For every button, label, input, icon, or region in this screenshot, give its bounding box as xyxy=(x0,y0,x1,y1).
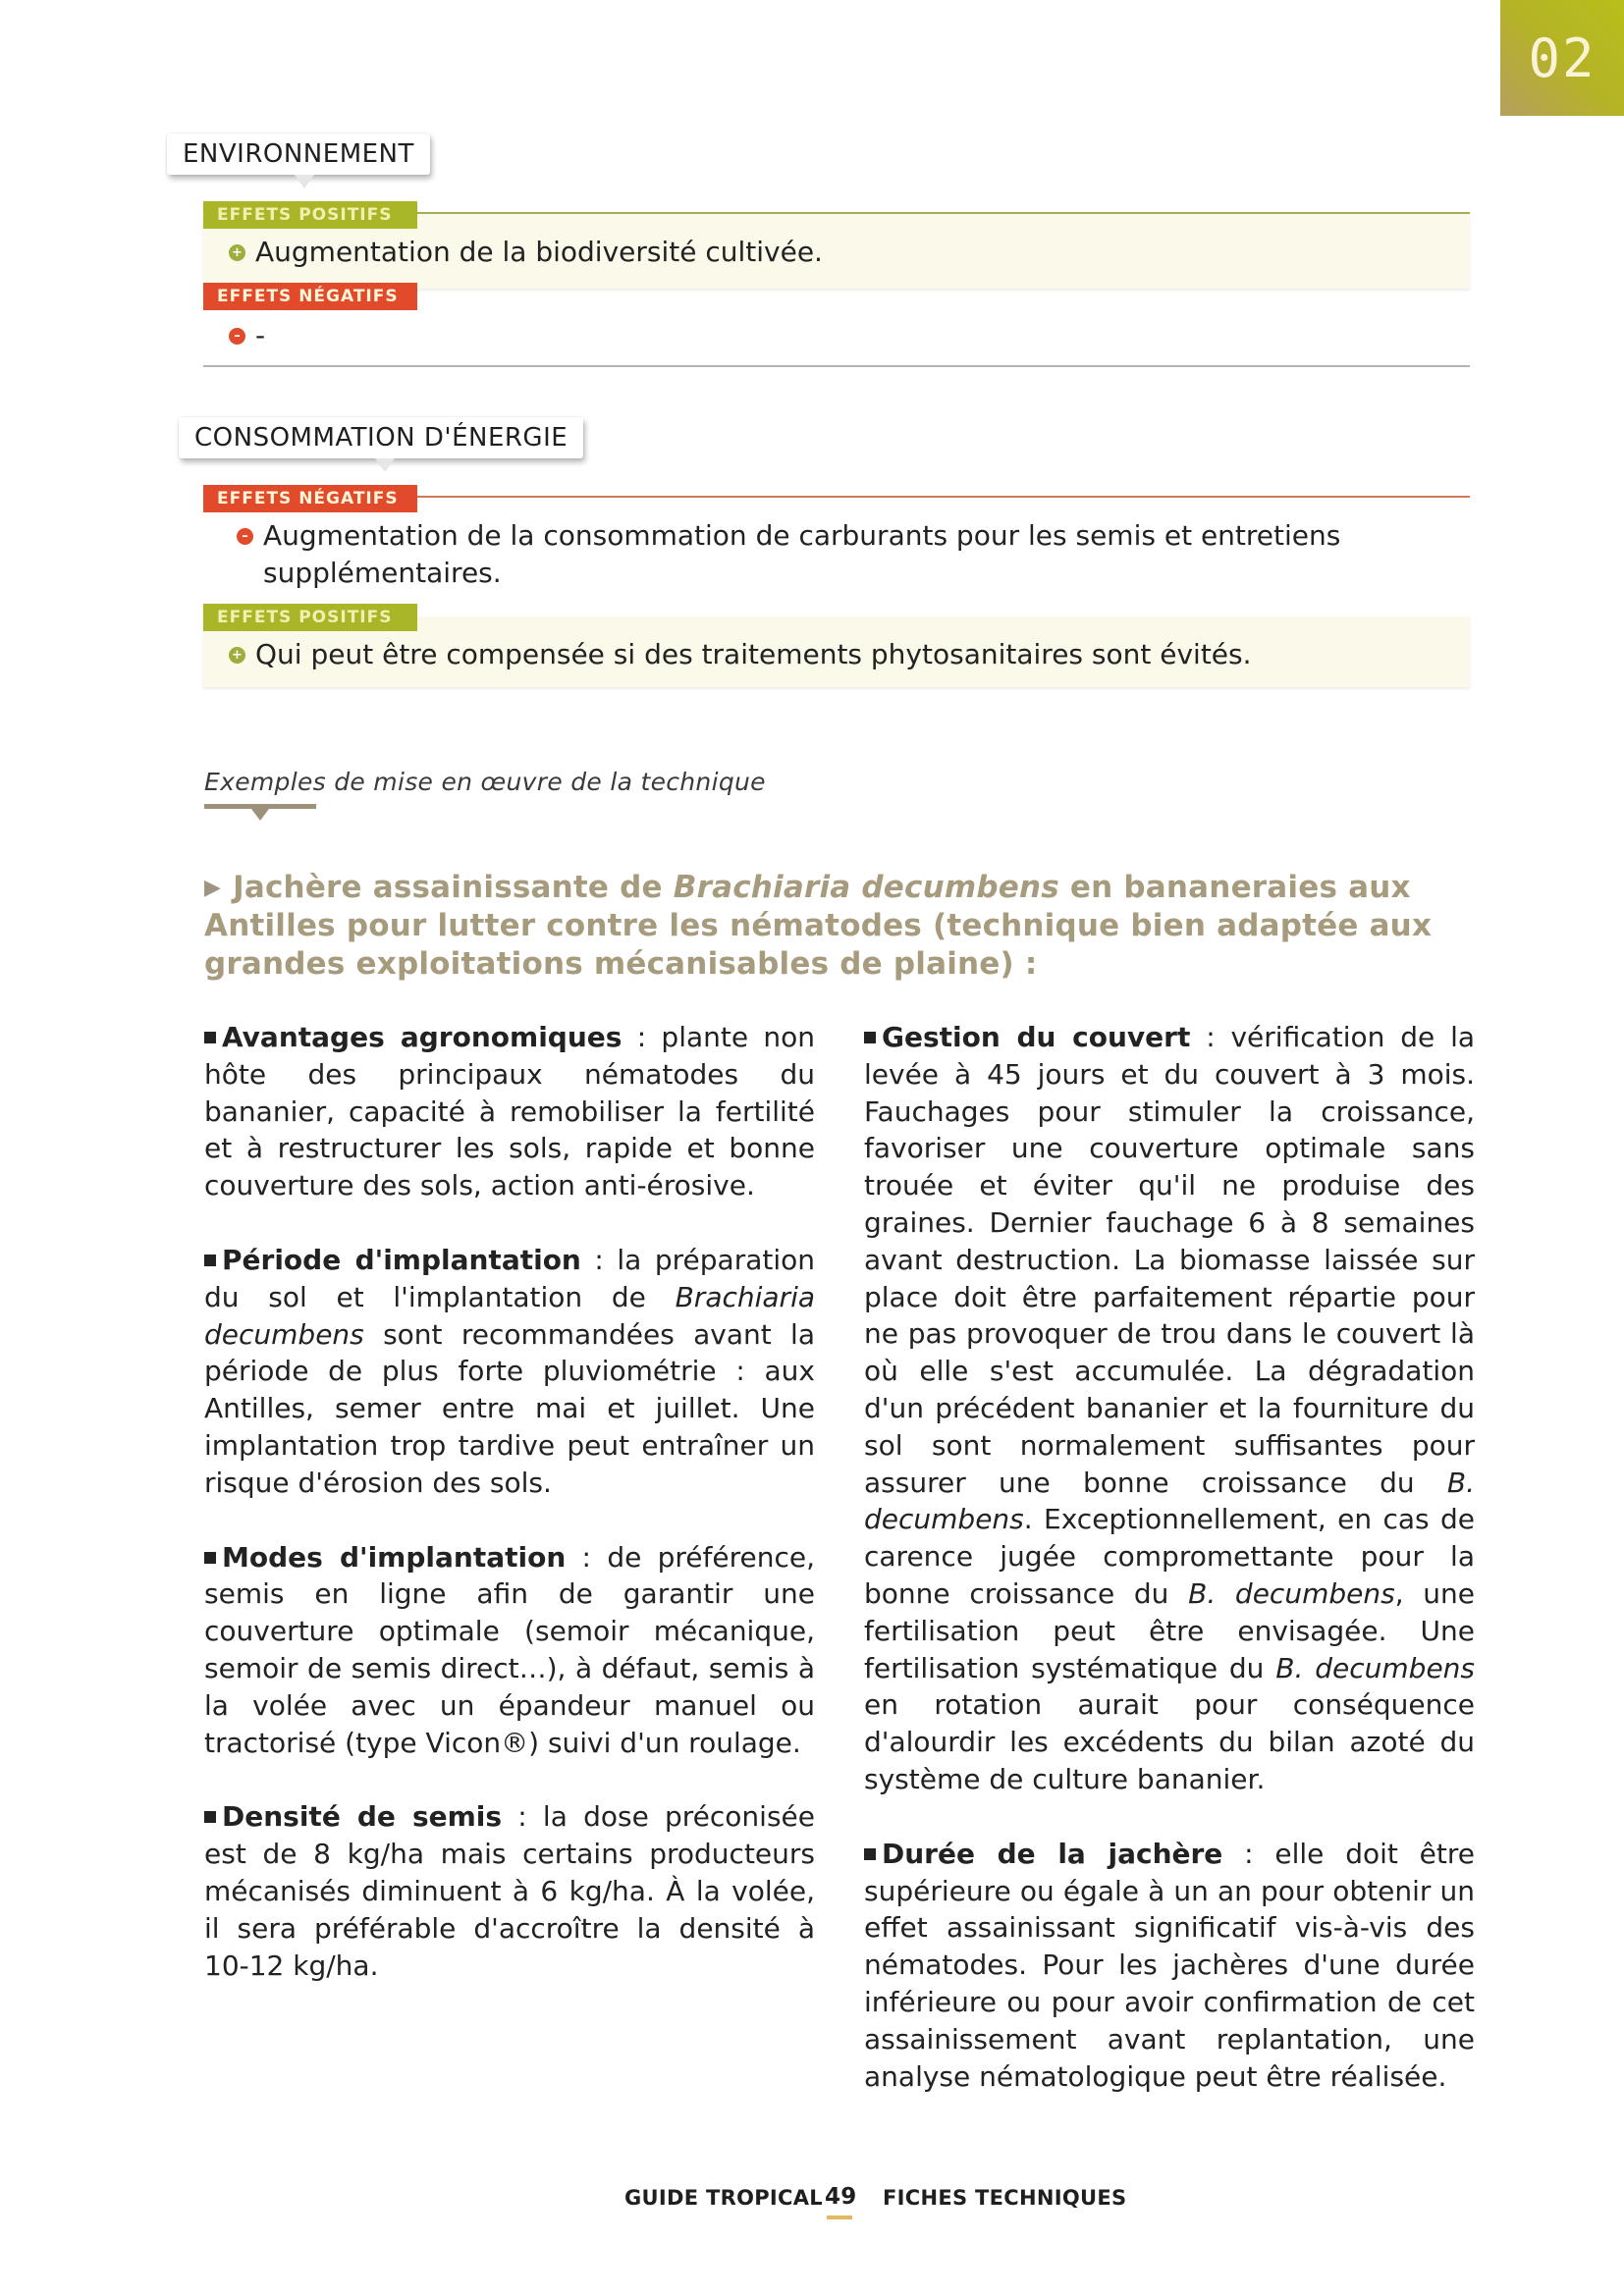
section-title: ENVIRONNEMENT xyxy=(183,139,414,169)
paragraph-text: elle doit être supérieure ou égale à un an pour obtenir un effet assainissant significatif vis-à-vis des nématodes. Pour les jachères d'une durée inférieure ou pour avoir confirmation de cet assainissement avant replantation, une analyse nématologique peut être réalisée. xyxy=(864,1837,1476,2093)
paragraph-heading: Modes d'implantation xyxy=(222,1540,567,1574)
paragraph-text: . Exceptionnellement, en cas de carence jugée compromettante pour la bonne croissance du xyxy=(864,1503,1475,1610)
negative-rule xyxy=(412,496,1470,498)
page-number: 49 xyxy=(825,2184,857,2210)
badge-label: EFFETS NÉGATIFS xyxy=(217,489,399,508)
section-header-environnement xyxy=(167,133,430,175)
paragraph-heading: Gestion du couvert xyxy=(882,1021,1191,1053)
paragraph-text: en rotation aurait pour conséquence d'alourdir les excédents du bilan azoté du système de culture bananier. xyxy=(864,1688,1475,1795)
effect-text: Augmentation de la biodiversité cultivée. xyxy=(255,236,823,268)
right-column xyxy=(864,1019,1475,2132)
paragraph-heading: Durée de la jachère xyxy=(882,1837,1223,1870)
separator: : xyxy=(622,1021,662,1053)
separator: : xyxy=(580,1243,618,1276)
minus-circle-icon: – xyxy=(237,528,253,545)
paragraph-text: plante non hôte des principaux nématodes du bananier, capacité à remobiliser la fertilité et à restructurer les sols, rapide et bonne couverture des sols, action anti-érosive. xyxy=(204,1021,815,1202)
species-name: Brachiaria decumbens xyxy=(204,1280,815,1351)
left-column xyxy=(204,1019,815,2021)
footer-guide-title: GUIDE TROPICAL xyxy=(624,2186,823,2210)
badge-effets-positifs xyxy=(203,604,417,631)
paragraph-text: , une fertilisation peut être envisagée. Une fertilisation systématique du xyxy=(864,1576,1475,1684)
plus-circle-icon: + xyxy=(229,647,245,664)
paragraph-heading: Avantages agronomiques xyxy=(222,1021,623,1053)
badge-effets-negatifs xyxy=(203,283,417,310)
separator: : xyxy=(566,1540,608,1574)
minus-circle-icon: – xyxy=(229,328,245,345)
badge-effets-positifs xyxy=(203,201,417,229)
plus-circle-icon: + xyxy=(229,244,245,261)
square-bullet-icon xyxy=(864,1032,876,1043)
chapter-tab xyxy=(1500,0,1624,116)
down-arrow-icon xyxy=(251,809,269,821)
square-bullet-icon xyxy=(204,1032,216,1043)
paragraph xyxy=(864,1019,1475,1798)
paragraph-text: sont recommandées avant la période de plus forte pluviométrie : aux Antilles, semer entre mai et juillet. Une implantation trop tardive peut entraîner un risque d'érosion des sols. xyxy=(204,1317,815,1499)
badge-label: EFFETS NÉGATIFS xyxy=(217,287,399,306)
section-title: CONSOMMATION D'ÉNERGIE xyxy=(194,423,568,453)
paragraph xyxy=(204,1019,815,1204)
paragraph xyxy=(204,1798,815,1984)
effect-text: Qui peut être compensée si des traitements phytosanitaires sont évités. xyxy=(255,638,1252,670)
paragraph-text: la préparation du sol et l'implantation de xyxy=(204,1243,815,1313)
species-name: B. decumbens xyxy=(864,1466,1475,1536)
paragraph xyxy=(204,1539,815,1762)
paragraph xyxy=(204,1242,815,1502)
effect-item-positive xyxy=(229,234,1456,271)
square-bullet-icon xyxy=(864,1848,876,1860)
lead-text: Jachère assainissante de xyxy=(233,870,674,905)
square-bullet-icon xyxy=(204,1255,216,1266)
species-name: B. decumbens xyxy=(1275,1651,1475,1684)
effect-text: Augmentation de la consommation de carburants pour les semis et entretiens supplémentaires. xyxy=(263,519,1341,589)
paragraph-heading: Densité de semis xyxy=(222,1800,503,1834)
badge-label: EFFETS POSITIFS xyxy=(217,608,393,627)
effect-text: - xyxy=(255,319,266,351)
chapter-number: 02 xyxy=(1528,27,1597,89)
paragraph-heading: Période d'implantation xyxy=(222,1243,581,1276)
examples-title: Exemples de mise en œuvre de la technique xyxy=(204,768,766,796)
badge-effets-negatifs xyxy=(203,485,417,512)
footer-section-title: FICHES TECHNIQUES xyxy=(883,2186,1127,2210)
page-number-underline xyxy=(827,2216,852,2219)
separator: : xyxy=(1222,1837,1275,1870)
paragraph xyxy=(864,1836,1475,2096)
section-divider xyxy=(203,365,1470,367)
lead-species: Brachiaria decumbens xyxy=(673,870,1059,905)
example-lead xyxy=(204,869,1471,984)
paragraph-text: la dose préconisée est de 8 kg/ha mais certains producteurs mécanisés diminuent à 6 kg/ha. À la volée, il sera préférable d'accroître la densité à 10-12 kg/ha. xyxy=(204,1800,815,1982)
square-bullet-icon xyxy=(204,1811,216,1823)
lead-text: en bananeraies aux Antilles pour lutter contre les nématodes (technique bien adaptée aux grandes exploitations mécanisables de plaine) : xyxy=(204,870,1433,982)
effect-item-positive xyxy=(229,636,1456,673)
separator: : xyxy=(502,1800,543,1834)
species-name: B. decumbens xyxy=(1188,1576,1395,1610)
square-bullet-icon xyxy=(204,1552,216,1564)
separator: : xyxy=(1190,1021,1231,1053)
paragraph-text: vérification de la levée à 45 jours et du couvert à 3 mois. Fauchages pour stimuler la croissance, favoriser une couverture optimale sans trouée et éviter qu'il ne produise des graines. Dernier fauchage 6 à 8 semaines avant destruction. La biomasse laissée sur place doit être parfaitement répartie pour ne pas provoquer de trou dans le couvert là où elle s'est accumulée. La dégradation d'un précédent bananier et la fourniture du sol sont normalement suffisantes pour assurer une bonne croissance du xyxy=(864,1021,1476,1499)
effect-item-negative xyxy=(229,317,1456,354)
badge-label: EFFETS POSITIFS xyxy=(217,205,393,225)
section-header-energie xyxy=(179,417,583,458)
effect-item-negative xyxy=(237,517,1435,592)
play-arrow-icon: ▶ xyxy=(204,876,222,900)
paragraph-text: de préférence, semis en ligne afin de garantir une couverture optimale (semoir mécanique, semoir de semis direct…), à défaut, semis à la volée avec un épandeur manuel ou tractorisé (type Vicon®) suivi d'un roulage. xyxy=(204,1540,815,1759)
